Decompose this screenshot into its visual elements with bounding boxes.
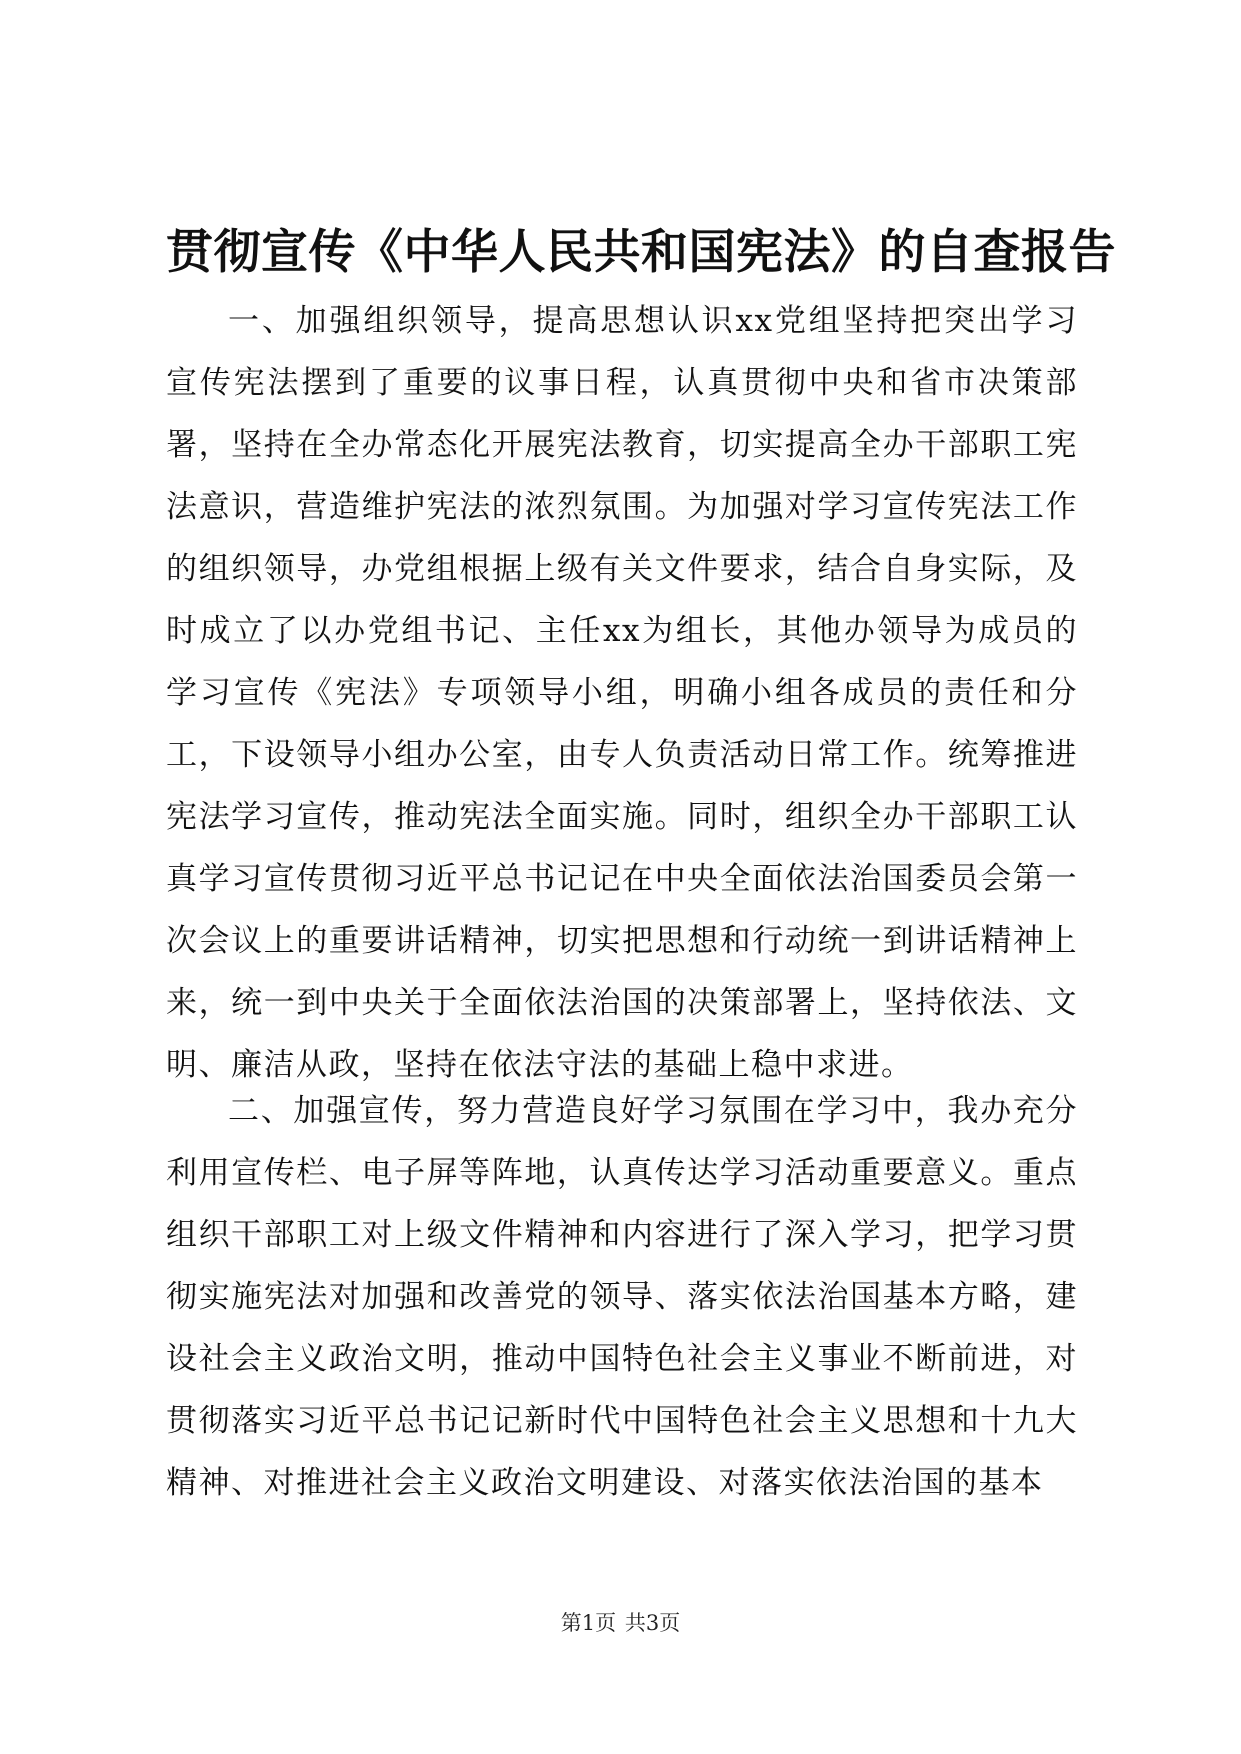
page-footer: 第1页 共3页 [560,1611,681,1635]
paragraph-2: 二、加强宣传，努力营造良好学习氛围在学习中，我办充分利用宣传栏、电子屏等阵地，认真传达学习活动重要意义。重点组织干部职工对上级文件精神和内容进行了深入学习，把学习贯彻实施宪法对加强和改善党的领导、落实依法治国基本方略，建设社会主义政治文明，推动中国特色社会主义事业不断前进，对贯彻落实习近平总书记记新时代中国特色社会主义思想和十九大精神、对推进社会主义政治文明建设、对落实依法治国的基本 [166,1093,1078,1501]
paragraph-1: 一、加强组织领导，提高思想认识xx党组坚持把突出学习宣传宪法摆到了重要的议事日程，认真贯彻中央和省市决策部署，坚持在全办常态化开展宪法教育，切实提高全办干部职工宪法意识，营造维护宪法的浓烈氛围。为加强对学习宣传宪法工作的组织领导，办党组根据上级有关文件要求，结合自身实际，及时成立了以办党组书记、主任xx为组长，其他办领导为成员的学习宣传《宪法》专项领导小组，明确小组各成员的责任和分工，下设领导小组办公室，由专人负责活动日常工作。统筹推进宪法学习宣传，推动宪法全面实施。同时，组织全办干部职工认真学习宣传贯彻习近平总书记记在中央全面依法治国委员会第一次会议上的重要讲话精神，切实把思想和行动统一到讲话精神上来，统一到中央关于全面依法治国的决策部署上，坚持依法、文明、廉洁从政，坚持在依法守法的基础上稳中求进。 [166,303,1078,1083]
document-title: 贯彻宣传《中华人民共和国宪法》的自查报告 [166,225,1116,280]
